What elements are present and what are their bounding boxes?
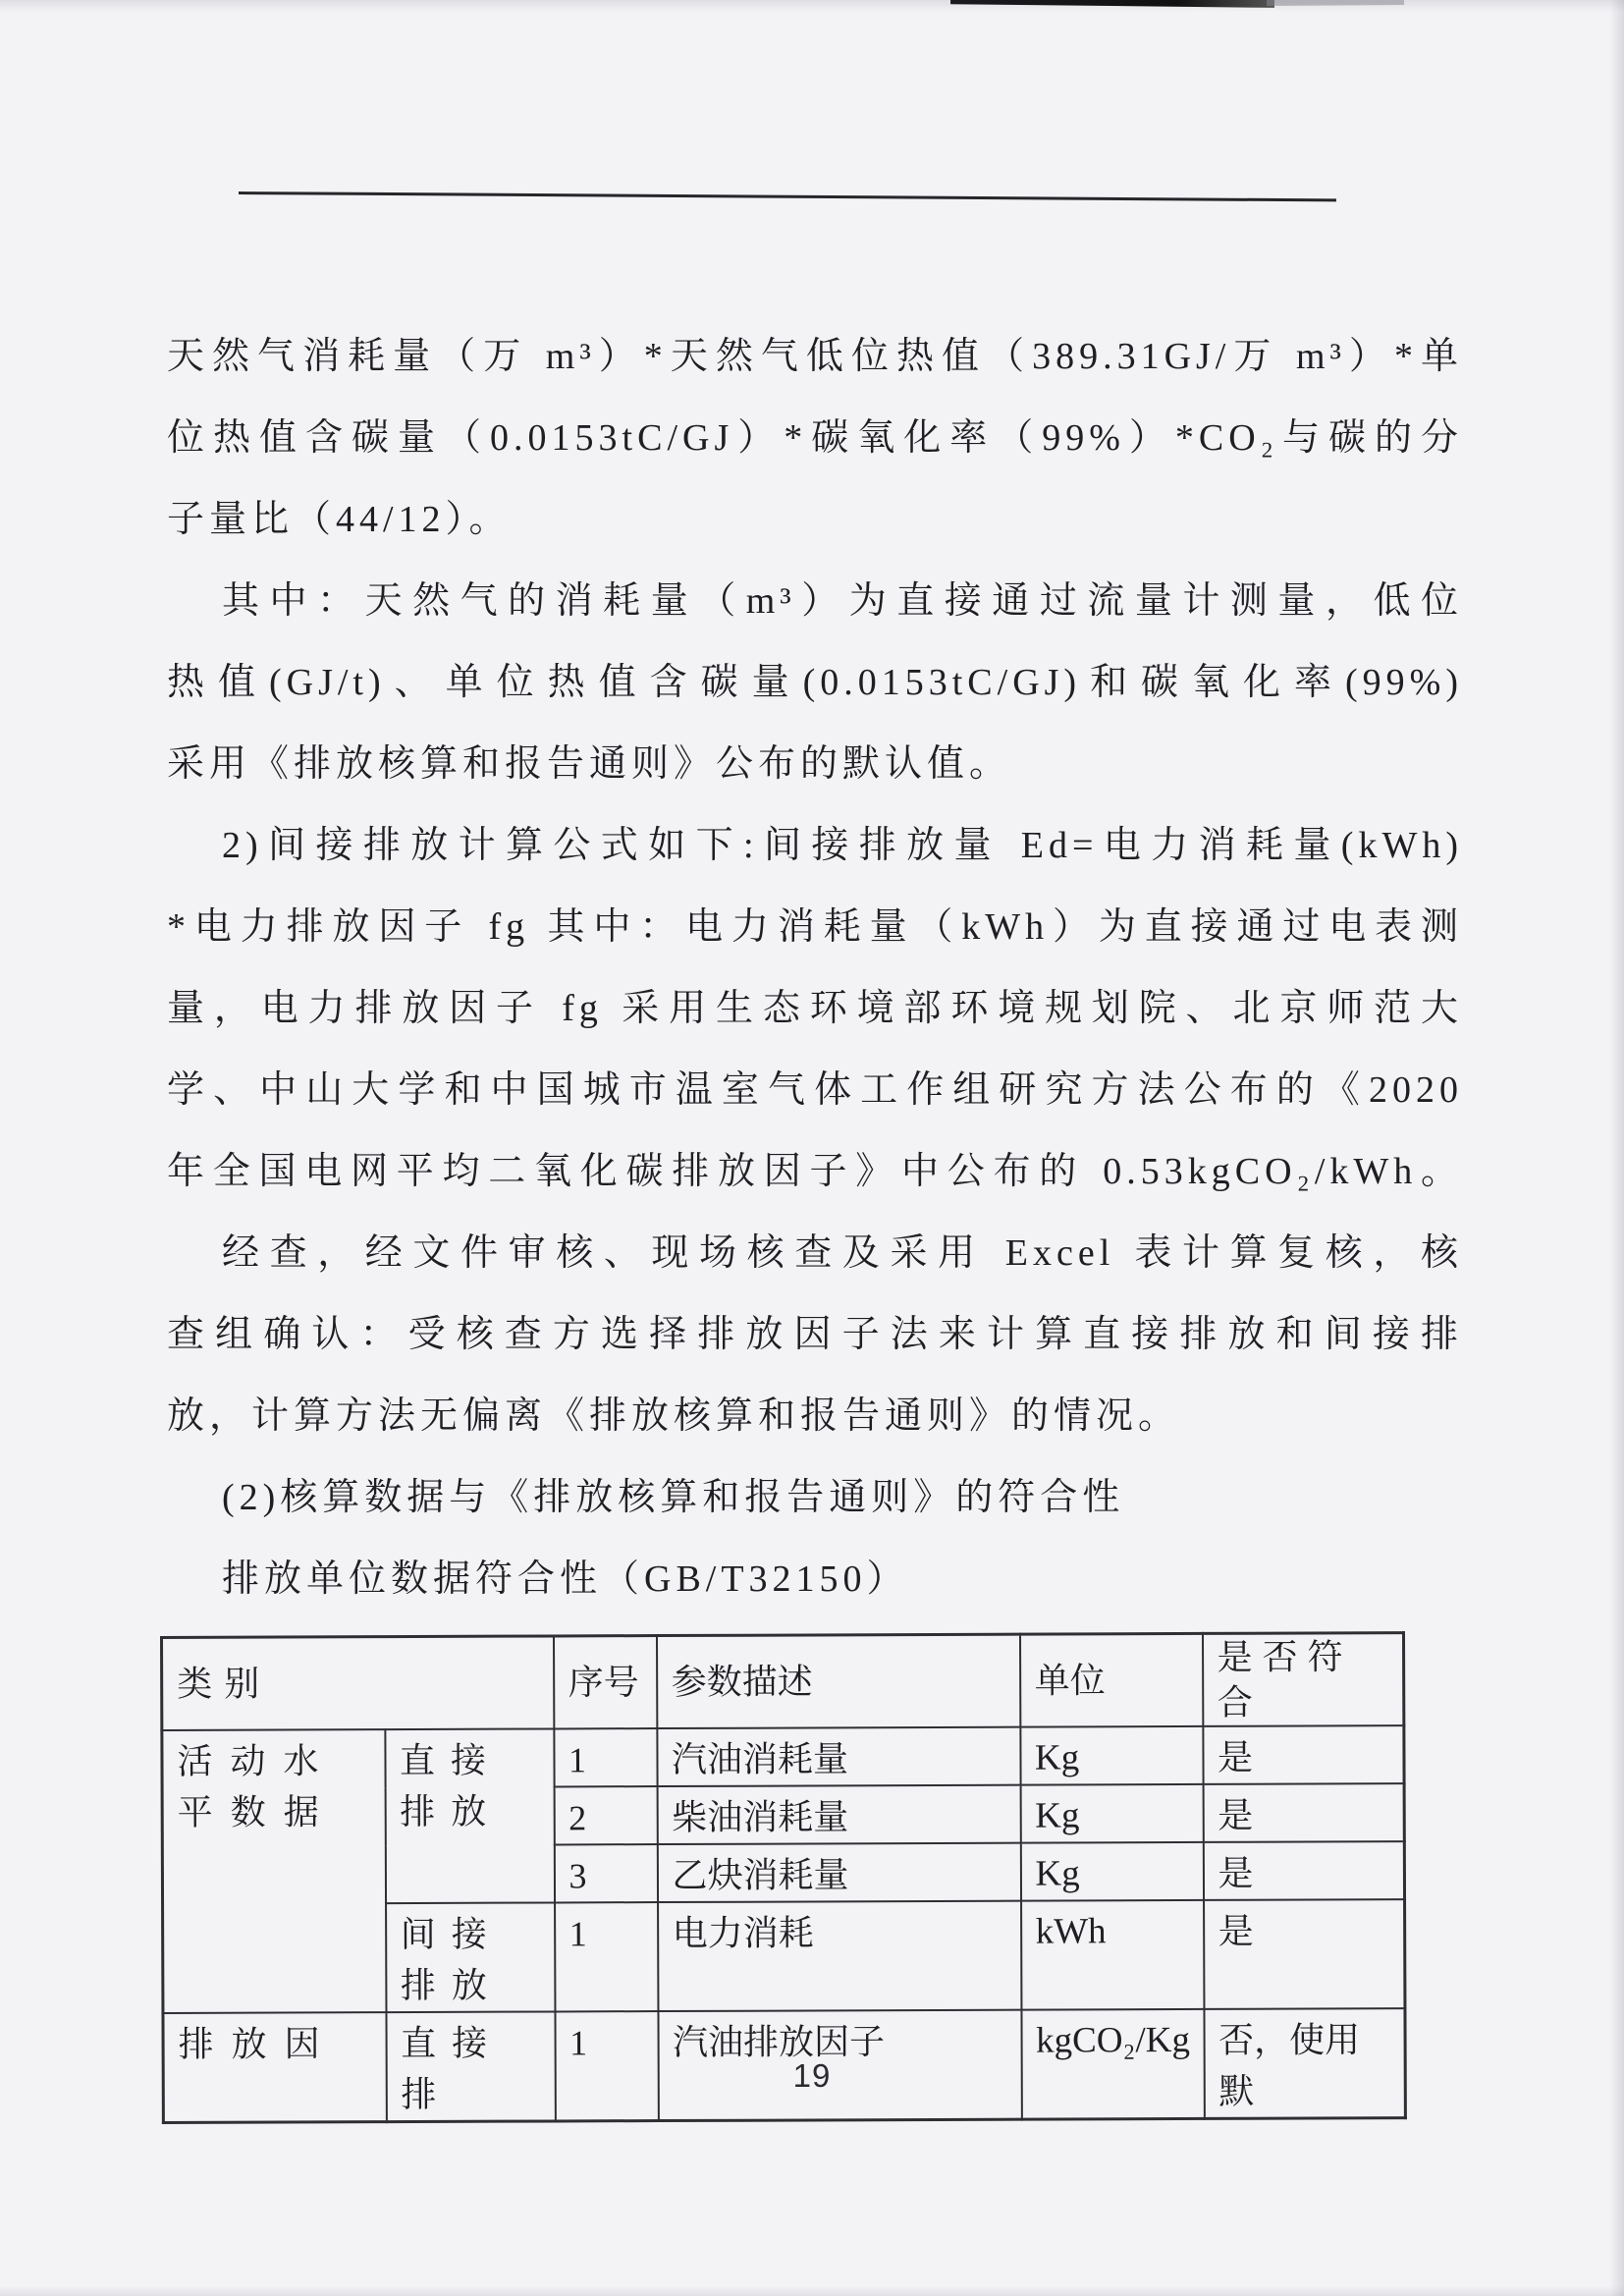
table-header-row <box>162 1633 1404 1730</box>
header-conform: 是否符合 <box>1203 1633 1404 1726</box>
cell-category: 活动水平数据 <box>162 1729 386 2013</box>
cell-param: 柴油消耗量 <box>657 1785 1020 1844</box>
page-number: 19 <box>792 2057 832 2094</box>
cell-subcategory: 直接排 <box>386 2011 555 2121</box>
cell-conform: 是 <box>1203 1783 1404 1842</box>
header-unit: 单位 <box>1020 1633 1203 1726</box>
text-line-16: 排放单位数据符合性（GB/T32150） <box>222 1558 909 1600</box>
cell-unit: Kg <box>1020 1726 1203 1785</box>
table-row <box>162 1725 1404 1788</box>
text-line-12: 经查，经文件审核、现场核查及采用 Excel 表计算复核，核 <box>222 1232 1463 1274</box>
cell-conform: 是 <box>1203 1725 1404 1784</box>
cell-param: 汽油消耗量 <box>657 1727 1020 1786</box>
cell-param: 乙炔消耗量 <box>657 1843 1020 1902</box>
text-line-7: 2)间接排放计算公式如下:间接排放量 Ed=电力消耗量(kWh) <box>222 825 1463 866</box>
text-line-9: 量，电力排放因子 fg 采用生态环境部环境规划院、北京师范大 <box>167 988 1463 1029</box>
cell-no: 1 <box>555 1902 658 2011</box>
text-line-11: 年全国电网平均二氧化碳排放因子》中公布的 0.53kgCO₂/kWh。 <box>167 1151 1463 1192</box>
text-line-5: 热值(GJ/t)、单位热值含碳量(0.0153tC/GJ)和碳氧化率(99%) <box>167 662 1463 703</box>
cell-no: 1 <box>554 1728 657 1786</box>
cell-subcategory: 直接排放 <box>385 1728 555 1903</box>
cell-no: 1 <box>555 2011 658 2121</box>
cell-subcategory: 间接排放 <box>386 1902 555 2012</box>
text-line-3: 子量比（44/12）。 <box>167 499 512 540</box>
cell-unit: kWh <box>1021 1900 1204 2010</box>
cell-param: 电力消耗 <box>658 1901 1021 2011</box>
cell-unit: kgCO₂/Kg <box>1021 2009 1204 2119</box>
document-body-text <box>167 316 1463 1620</box>
text-line-14: 放，计算方法无偏离《排放核算和报告通则》的情况。 <box>167 1395 1181 1437</box>
text-line-6: 采用《排放核算和报告通则》公布的默认值。 <box>167 743 1012 785</box>
cell-no: 2 <box>554 1786 657 1844</box>
header-no: 序号 <box>554 1636 657 1729</box>
header-category: 类别 <box>162 1636 554 1730</box>
cell-param: 汽油排放因子 <box>658 2010 1021 2121</box>
scan-edge-right <box>1610 0 1624 2296</box>
cell-category: 排放因 <box>163 2012 386 2122</box>
text-line-1: 天然气消耗量（万 m³）*天然气低位热值（389.31GJ/万 m³）*单 <box>167 336 1463 377</box>
conformance-table <box>160 1631 1407 2124</box>
cell-conform: 是 <box>1204 1899 1405 2009</box>
text-line-10: 学、中山大学和中国城市温室气体工作组研究方法公布的《2020 <box>167 1069 1463 1111</box>
scan-edge-bottom <box>0 2286 1624 2296</box>
scan-artifact-sliver-faint <box>1267 0 1404 6</box>
header-rule <box>239 191 1336 201</box>
text-line-2: 位热值含碳量（0.0153tC/GJ）*碳氧化率（99%）*CO₂与碳的分 <box>167 417 1463 459</box>
text-line-13: 查组确认：受核查方选择排放因子法来计算直接排放和间接排 <box>167 1314 1463 1355</box>
cell-conform: 否，使用默 <box>1204 2008 1405 2118</box>
cell-no: 3 <box>554 1844 657 1902</box>
cell-unit: Kg <box>1020 1842 1203 1901</box>
text-line-4: 其中：天然气的消耗量（m³）为直接通过流量计测量，低位 <box>222 580 1463 622</box>
cell-conform: 是 <box>1203 1841 1404 1900</box>
header-param: 参数描述 <box>657 1634 1020 1728</box>
text-line-8: *电力排放因子 fg 其中：电力消耗量（kWh）为直接通过电表测 <box>167 906 1463 948</box>
text-line-15: (2)核算数据与《排放核算和报告通则》的符合性 <box>222 1477 1125 1518</box>
cell-unit: Kg <box>1020 1784 1203 1843</box>
